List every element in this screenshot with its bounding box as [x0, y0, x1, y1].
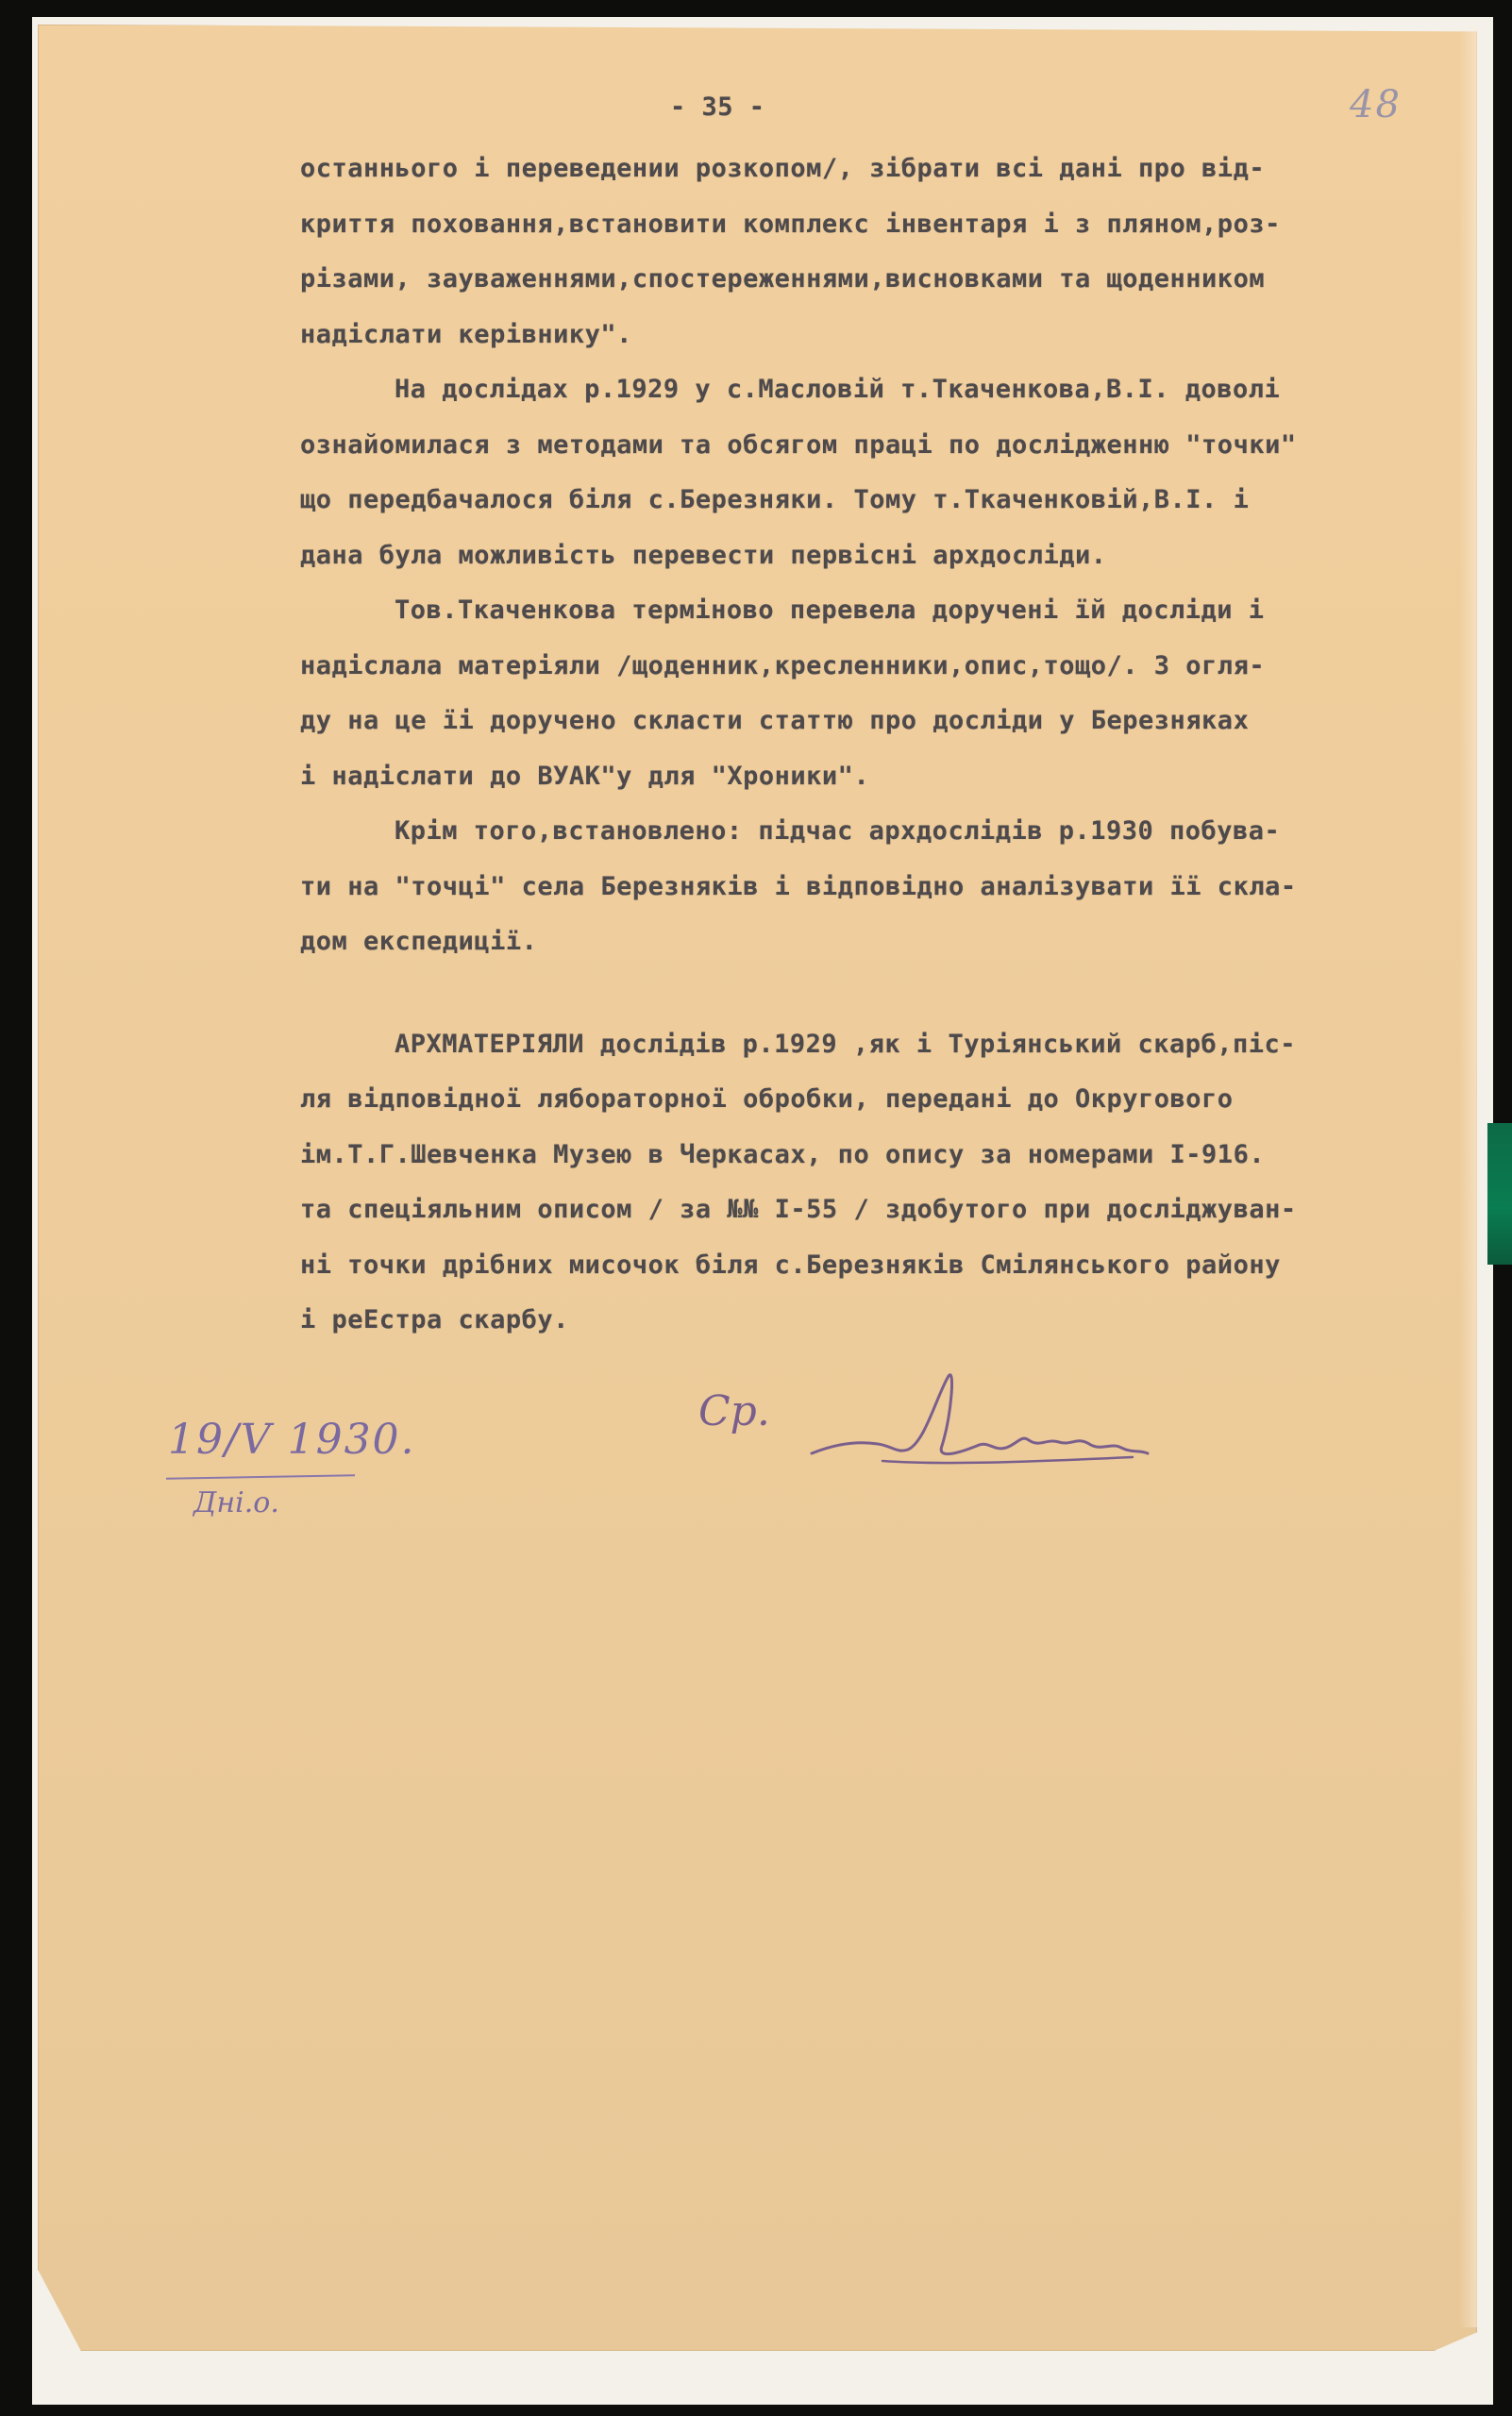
text-line: АРХМАТЕРІЯЛИ дослідів р.1929 ,як і Туріянський скарб,піс- [395, 1029, 1297, 1059]
text-line: і реЕстра скарбу. [300, 1305, 569, 1334]
handwritten-date: 19/V 1930. [168, 1416, 416, 1464]
page-number: - 35 - [670, 92, 765, 122]
text-line: На дослідах р.1929 у с.Масловій т.Ткаченкова,В.І. доволі [395, 375, 1281, 404]
signature-abbreviation: Ср. [698, 1387, 770, 1435]
text-line: ти на "точці" села Березняків і відповідно аналізувати її скла- [300, 871, 1297, 901]
text-line: що передбачалося біля с.Березняки. Тому т.Ткаченковій,В.І. і [300, 485, 1250, 514]
text-line: Тов.Ткаченкова терміново перевела доручені їй досліди і [395, 596, 1265, 625]
archive-folio-number: 48 [1350, 83, 1402, 126]
text-line: надіслати керівнику". [300, 319, 632, 349]
text-line: криття поховання,встановити комплекс інвентаря і з пляном,роз- [300, 209, 1281, 239]
text-line: ім.Т.Г.Шевченка Музею в Черкасах, по опису за номерами І-916. [300, 1139, 1266, 1169]
text-line: ознайомилася з методами та обсягом праці по дослідженню "точки" [300, 429, 1297, 460]
archive-binding-strip [1487, 1123, 1512, 1265]
text-line: дана була можливість перевести первісні архдосліди. [300, 540, 1107, 570]
text-line: надіслала матеріяли /щоденник,кресленники,опис,тощо/. З огля- [300, 650, 1266, 680]
text-line: дом експедиції. [300, 927, 538, 956]
text-line: ні точки дрібних мисочок біля с.Березняків Смілянського району [300, 1250, 1281, 1280]
text-line: Крім того,встановлено: підчас архдослідів р.1930 побува- [395, 816, 1281, 846]
paragraph-gap [300, 970, 1480, 1017]
text-line: ду на це їі доручено скласти статтю про досліди у Березняках [300, 706, 1250, 735]
text-line: та спеціяльним описом / за №№ І-55 / здобутого при досліджуван- [300, 1195, 1297, 1224]
text-line: і надіслати до ВУАК"у для "Хроники". [300, 761, 870, 791]
handwritten-signature [689, 1359, 1180, 1491]
handwritten-note: Дні.о. [193, 1486, 279, 1519]
text-line: ля відповідної лябораторної обробки, передані до Округового [300, 1084, 1234, 1114]
text-line: різами, зауваженнями,спостереженнями,висновками та щоденником [300, 264, 1266, 294]
text-line: останнього і переведении розкопом/, зібрати всі дані про від- [300, 154, 1266, 183]
typed-text-body [300, 142, 1480, 1349]
